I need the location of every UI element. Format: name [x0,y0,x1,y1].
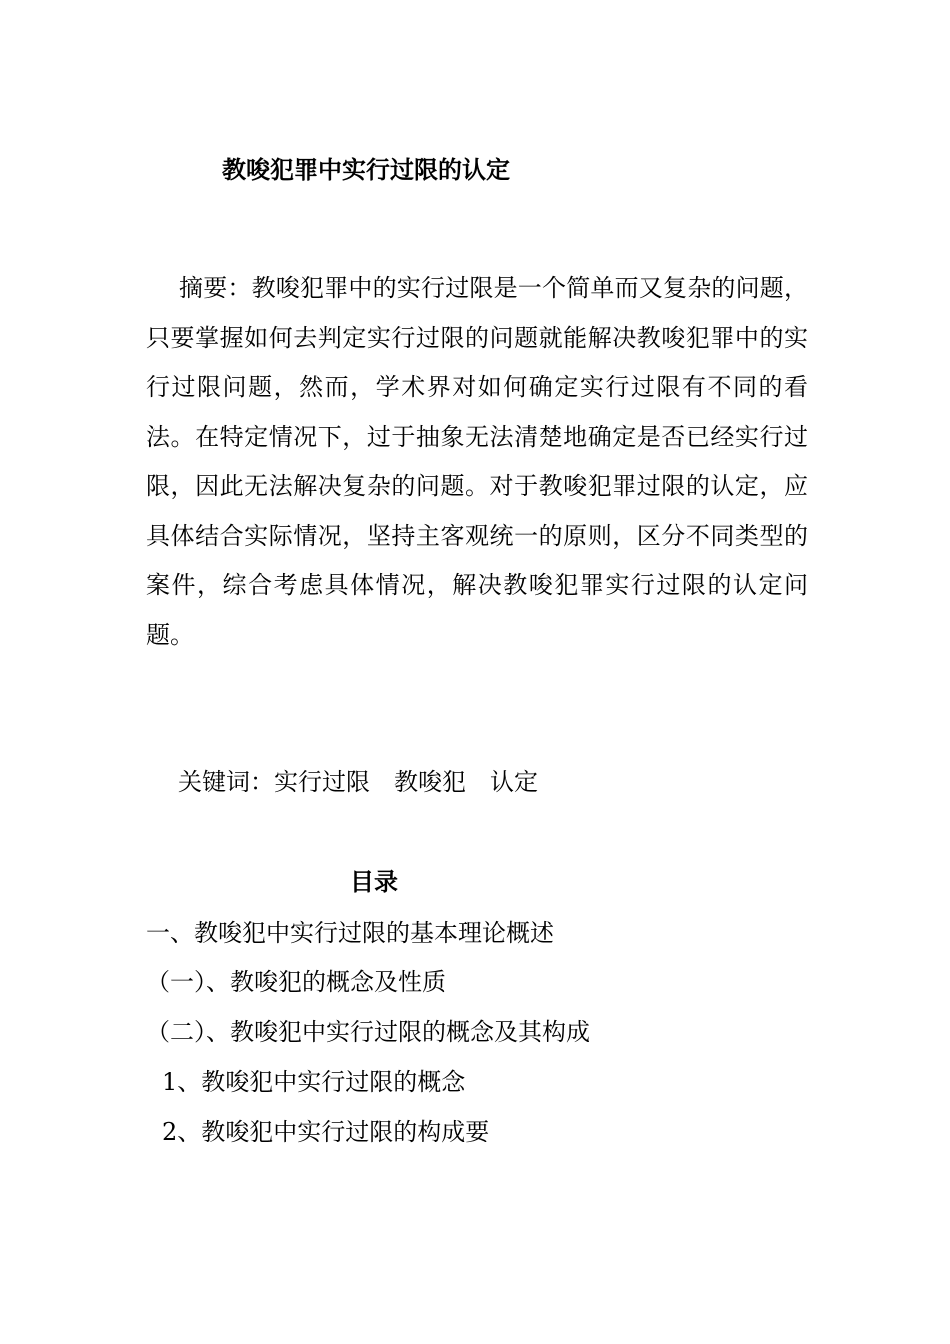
toc-item: （二）、教唆犯中实行过限的概念及其构成 [146,1018,590,1046]
keywords-line: 关键词：实行过限 教唆犯 认定 [178,768,538,796]
abstract-paragraph: 摘要：教唆犯罪中的实行过限是一个简单而又复杂的问题，只要掌握如何去判定实行过限的问题就能解决教唆犯罪中的实行过限问题，然而，学术界对如何确定实行过限有不同的看法。在特定情况下，过于抽象无法清楚地确定是否已经实行过限，因此无法解决复杂的问题。对于教唆犯罪过限的认定，应具体结合实际情况，坚持主客观统一的原则，区分不同类型的案件，综合考虑具体情况，解决教唆犯罪实行过限的认定问题。 [146,274,808,649]
toc-item: 1、教唆犯中实行过限的概念 [162,1068,466,1096]
toc-title: 目录 [350,867,398,896]
toc-item: （一）、教唆犯的概念及性质 [146,968,446,996]
document-title: 教唆犯罪中实行过限的认定 [222,155,510,184]
toc-item: 2、教唆犯中实行过限的构成要 [162,1118,490,1146]
toc-item: 一、教唆犯中实行过限的基本理论概述 [146,919,554,947]
